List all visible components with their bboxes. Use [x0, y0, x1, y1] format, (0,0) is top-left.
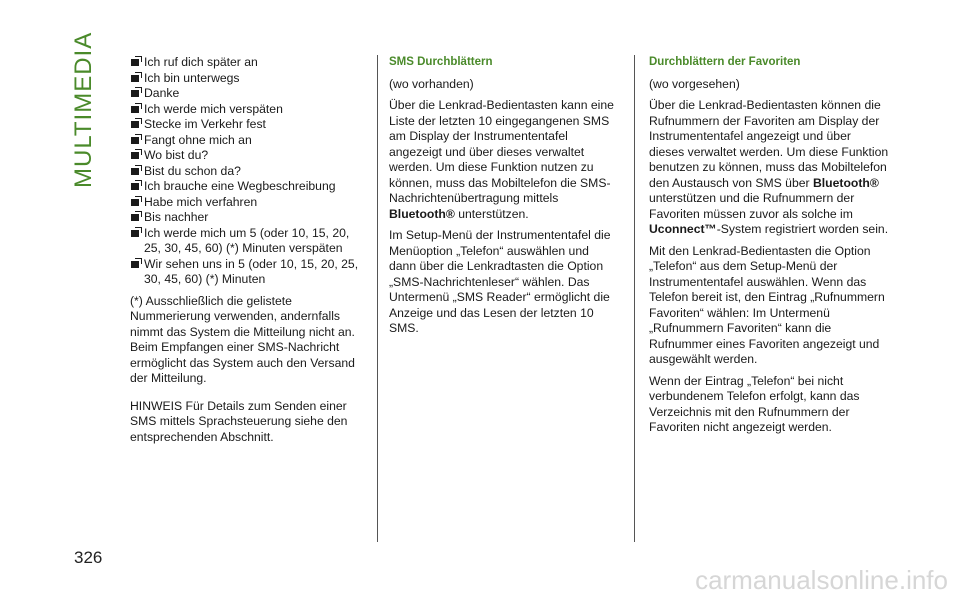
- list-item: Danke: [130, 86, 362, 102]
- section-heading: SMS Durchblättern: [389, 56, 493, 68]
- paragraph: Mit den Lenkrad-Bedientasten die Option „Telefon“ aus dem Setup-Menü der Instrumententafel auswählen. Wenn das Telefon bereit ist, den Eintrag „Rufnummern Favoriten“ wählen: Im Untermenü „Rufnummern Favoriten“ kann die Rufnummer eines Favoriten angezeigt und ausgewählt werden.: [649, 243, 885, 366]
- section-title: MULTIMEDIA: [70, 31, 97, 188]
- list-item: Bist du schon da?: [130, 164, 362, 180]
- watermark: carmanualsonline.info: [695, 565, 948, 595]
- list-item: Fangt ohne mich an: [130, 133, 362, 149]
- list-item: Ich ruf dich später an: [130, 55, 362, 71]
- list-item: Ich werde mich verspäten: [130, 102, 362, 118]
- list-item: Stecke im Verkehr fest: [130, 117, 362, 133]
- list-item: Ich brauche eine Wegbeschreibung: [130, 179, 362, 195]
- availability-note: (wo vorhanden): [389, 76, 474, 91]
- list-item: Habe mich verfahren: [130, 195, 362, 211]
- column-favorites-browse: [649, 55, 889, 442]
- list-item: Wir sehen uns in 5 (oder 10, 15, 20, 25, 30, 45, 60) (*) Minuten: [130, 257, 362, 288]
- note-text: HINWEIS Für Details zum Senden einer SMS mittels Sprachsteuerung siehe den entsprechenden Abschnitt.: [130, 398, 348, 444]
- column-divider: [634, 55, 635, 542]
- column-message-list: [130, 55, 362, 451]
- paragraph: Über die Lenkrad-Bedientasten können die Rufnummern der Favoriten am Display der Instrumententafel angezeigt und über dieses verwaltet werden. Um diese Funktion benutzen zu können, muss das Mobiltelefon den Austausch von SMS über Bluetooth® unterstützen und die Rufnummern der Favoriten müssen zuvor als solche im Uconnect™-System registriert worden sein.: [649, 98, 889, 236]
- paragraph: Wenn der Eintrag „Telefon“ bei nicht verbundenem Telefon erfolgt, kann das Verzeichnis mit den Rufnummern der Favoriten nicht angezeigt werden.: [649, 373, 860, 434]
- column-sms-browse: [389, 55, 619, 343]
- footnote-text: (*) Ausschließlich die gelistete Nummerierung verwenden, andernfalls nimmt das System die Mitteilung nicht an. Beim Empfangen einer SMS-Nachricht ermöglicht das System auch den Versand der Mitteilung.: [130, 293, 355, 385]
- page-number: 326: [74, 548, 103, 567]
- list-item: Ich bin unterwegs: [130, 71, 362, 87]
- list-item: Wo bist du?: [130, 148, 362, 164]
- paragraph: Über die Lenkrad-Bedientasten kann eine Liste der letzten 10 eingegangenen SMS am Display der Instrumententafel angezeigt und über dieses verwaltet werden. Um diese Funktion nutzen zu können, muss das Mobiltelefon die SMS-Nachrichtenübertragung mittels Bluetooth® unterstützen.: [389, 98, 614, 221]
- list-item: Bis nachher: [130, 210, 362, 226]
- section-heading: Durchblättern der Favoriten: [649, 56, 801, 68]
- availability-note: (wo vorgesehen): [649, 76, 740, 91]
- paragraph: Im Setup-Menü der Instrumententafel die Menüoption „Telefon“ auswählen und dann über die Lenkradtasten die Option „SMS-Nachrichtenleser“ wählen. Das Untermenü „SMS Reader“ ermöglicht die Anzeige und das Lesen der letzten 10 SMS.: [389, 228, 611, 335]
- column-divider: [377, 55, 378, 542]
- list-item: Ich werde mich um 5 (oder 10, 15, 20, 25, 30, 45, 60) (*) Minuten verspäten: [130, 226, 362, 257]
